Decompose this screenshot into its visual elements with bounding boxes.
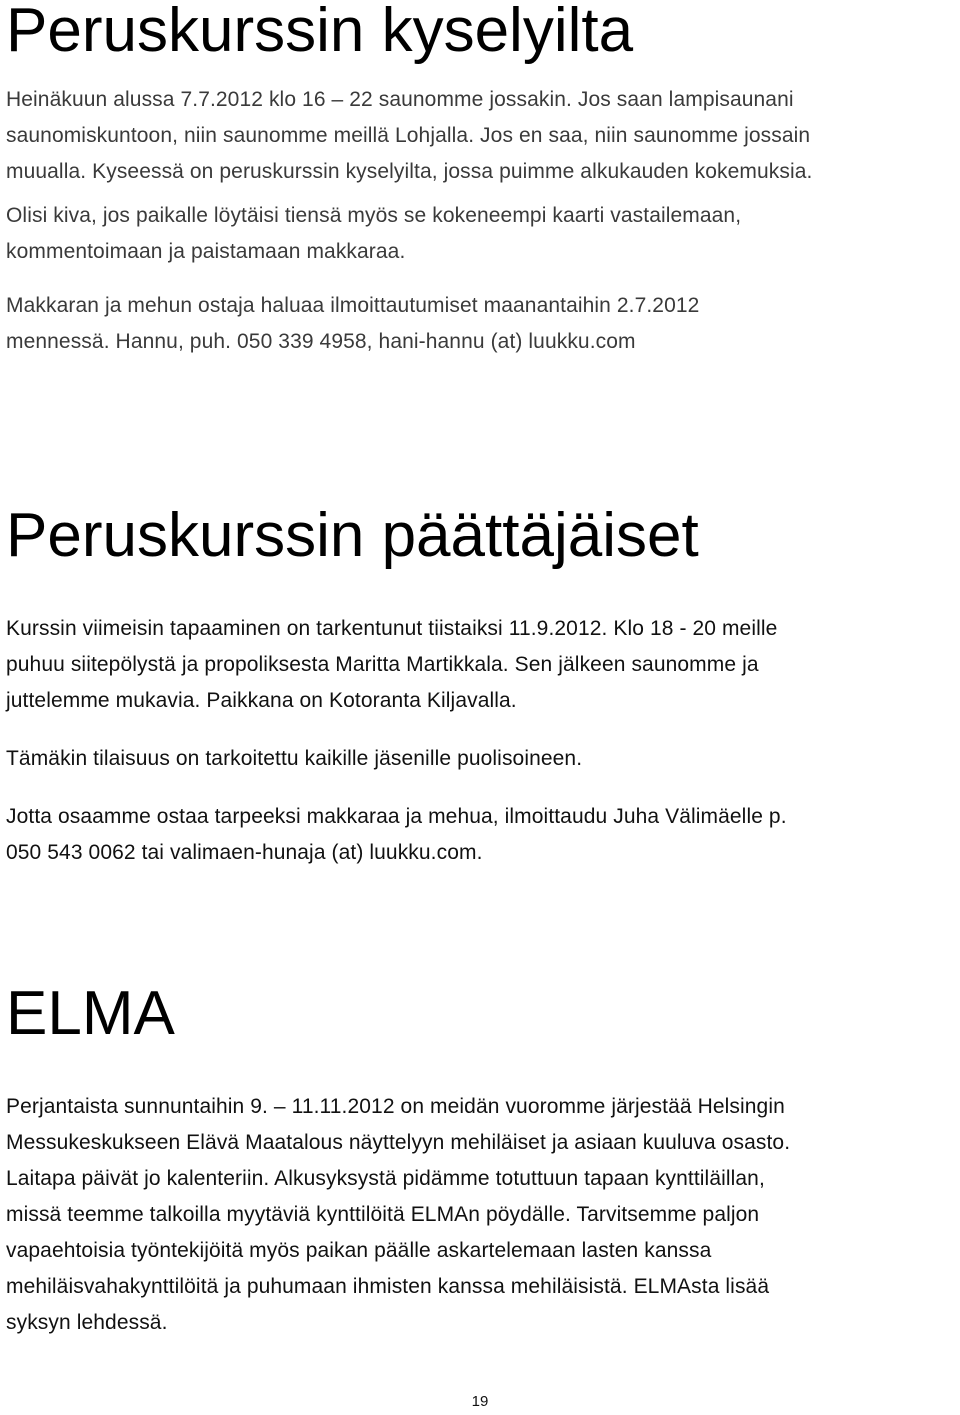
text-line: kommentoimaan ja paistamaan makkaraa. xyxy=(6,240,406,263)
text-line: syksyn lehdessä. xyxy=(6,1311,168,1334)
heading-elma: ELMA xyxy=(6,979,175,1048)
page-number: 19 xyxy=(471,1393,489,1410)
text-line: puhuu siitepölystä ja propoliksesta Maritta Martikkala. Sen jälkeen saunomme ja xyxy=(6,653,759,676)
text-line: Olisi kiva, jos paikalle löytäisi tiensä myös se kokeneempi kaarti vastailemaan, xyxy=(6,204,742,227)
text-line: juttelemme mukavia. Paikkana on Kotoranta Kiljavalla. xyxy=(6,689,517,712)
text-line: Jotta osaamme ostaa tarpeeksi makkaraa ja mehua, ilmoittaudu Juha Välimäelle p. xyxy=(6,805,787,828)
heading-kyselyilta: Peruskurssin kyselyilta xyxy=(6,0,634,65)
text-line: muualla. Kyseessä on peruskurssin kyselyilta, jossa puimme alkukauden kokemuksia. xyxy=(6,160,813,183)
text-line: Perjantaista sunnuntaihin 9. – 11.11.2012 on meidän vuoromme järjestää Helsingin xyxy=(6,1095,785,1118)
paragraph-kyselyilta-intro xyxy=(6,82,956,270)
text-line: Tämäkin tilaisuus on tarkoitettu kaikille jäsenille puolisoineen. xyxy=(6,747,583,770)
paragraph-elma xyxy=(6,1089,956,1341)
section-elma xyxy=(6,979,956,1341)
text-line: missä teemme talkoilla myytäviä kynttilöitä ELMAn pöydälle. Tarvitsemme paljon xyxy=(6,1203,760,1226)
text-line: saunomiskuntoon, niin saunomme meillä Lohjalla. Jos en saa, niin saunomme jossain xyxy=(6,124,811,147)
paragraph-paattajaiset-signup xyxy=(6,799,956,871)
paragraph-paattajaiset-spouses xyxy=(6,741,956,777)
text-line: Messukeskukseen Elävä Maatalous näyttelyyn mehiläiset ja asiaan kuuluva osasto. xyxy=(6,1131,791,1154)
text-line: vapaehtoisia työntekijöitä myös paikan päälle askartelemaan lasten kanssa xyxy=(6,1239,712,1262)
text-line: mennessä. Hannu, puh. 050 339 4958, hani-hannu (at) luukku.com xyxy=(6,330,636,353)
text-line: 050 543 0062 tai valimaen-hunaja (at) luukku.com. xyxy=(6,841,483,864)
text-line: Heinäkuun alussa 7.7.2012 klo 16 – 22 saunomme jossakin. Jos saan lampisaunani xyxy=(6,88,794,111)
text-line: mehiläisvahakynttilöitä ja puhumaan ihmisten kanssa mehiläisistä. ELMAsta lisää xyxy=(6,1275,770,1298)
section-paattajaiset xyxy=(6,501,956,871)
text-line: Laitapa päivät jo kalenteriin. Alkusyksystä pidämme totuttuun tapaan kynttiläillan, xyxy=(6,1167,765,1190)
paragraph-kyselyilta-signup xyxy=(6,288,956,360)
heading-paattajaiset: Peruskurssin päättäjäiset xyxy=(6,501,699,570)
paragraph-paattajaiset-details xyxy=(6,611,956,719)
section-kyselyilta xyxy=(6,0,956,360)
text-line: Makkaran ja mehun ostaja haluaa ilmoittautumiset maanantaihin 2.7.2012 xyxy=(6,294,700,317)
text-line: Kurssin viimeisin tapaaminen on tarkentunut tiistaiksi 11.9.2012. Klo 18 - 20 meille xyxy=(6,617,778,640)
